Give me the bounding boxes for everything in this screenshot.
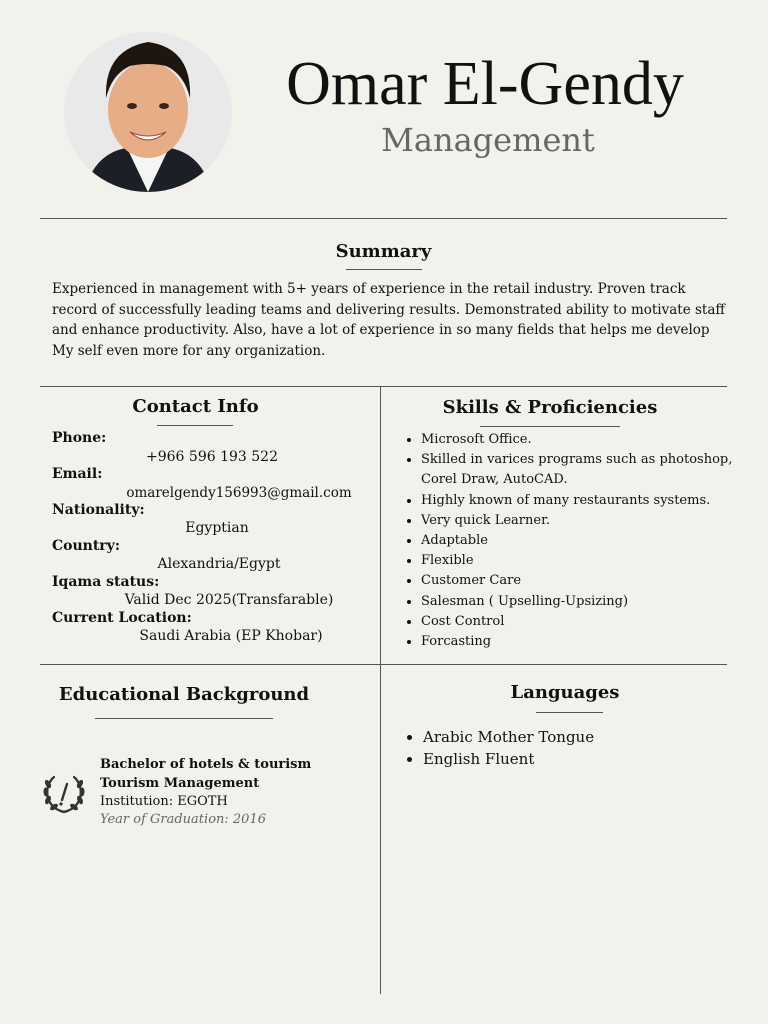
country-value: Alexandria/Egypt <box>157 556 281 572</box>
candidate-name: Omar El-Gendy <box>286 50 684 118</box>
list-item: • Adaptable <box>421 531 751 551</box>
contact-heading: Contact Info <box>132 396 259 417</box>
phone-value: +966 596 193 522 <box>146 449 278 465</box>
list-item: • Salesman ( Upselling-Upsizing) <box>421 592 751 612</box>
column-divider <box>380 386 381 994</box>
skills-heading: Skills & Proficiencies <box>442 397 658 418</box>
email-label: Email: <box>52 466 103 482</box>
languages-list <box>404 726 723 770</box>
skills-underline <box>480 426 620 427</box>
profile-photo <box>64 32 232 192</box>
list-item: • Customer Care <box>421 571 751 591</box>
education-degree: Bachelor of hotels & tourism <box>100 757 312 772</box>
list-item: • Forcasting <box>421 632 751 652</box>
education-underline <box>95 718 273 719</box>
summary-divider <box>40 386 727 387</box>
location-label: Current Location: <box>52 610 192 626</box>
nationality-value: Egyptian <box>185 520 249 536</box>
header-divider <box>40 218 727 219</box>
education-institution: Institution: EGOTH <box>100 794 228 809</box>
iqama-value: Valid Dec 2025(Transfarable) <box>124 592 334 608</box>
nationality-label: Nationality: <box>52 502 145 518</box>
candidate-title: Management <box>381 121 595 159</box>
summary-heading: Summary <box>335 241 432 262</box>
languages-heading: Languages <box>510 682 620 703</box>
list-item: • Skilled in varices programs such as photoshop, Corel Draw, AutoCAD. <box>421 450 751 490</box>
person-portrait-icon <box>64 32 232 192</box>
email-value: omarelgendy156993@gmail.com <box>126 485 352 501</box>
education-field: Tourism Management <box>100 776 260 791</box>
list-item: • Highly known of many restaurants systems. <box>421 491 751 511</box>
middle-divider <box>40 664 727 665</box>
summary-text: Experienced in management with 5+ years of experience in the retail industry. Proven track record of successfully leading teams and delivering results. Demonstrated ability to motivate staff and enhance productivity. Also, have a lot of experience in so many fields that helps me develop My self even more for any organization. <box>52 281 725 359</box>
laurel-wreath-icon <box>42 774 86 816</box>
contact-underline <box>157 425 233 426</box>
location-value: Saudi Arabia (EP Khobar) <box>139 628 323 644</box>
iqama-label: Iqama status: <box>52 574 160 590</box>
summary-underline <box>346 269 422 270</box>
list-item: • Cost Control <box>421 612 751 632</box>
education-heading: Educational Background <box>58 684 310 705</box>
list-item: • Very quick Learner. <box>421 511 751 531</box>
country-label: Country: <box>52 538 120 554</box>
list-item: • Microsoft Office. <box>421 430 751 450</box>
list-item: • English Fluent <box>423 748 723 770</box>
skills-list <box>402 430 751 652</box>
list-item: • Arabic Mother Tongue <box>423 726 723 748</box>
phone-label: Phone: <box>52 430 107 446</box>
languages-underline <box>536 712 603 713</box>
list-item: • Flexible <box>421 551 751 571</box>
education-graduation-year: Year of Graduation: 2016 <box>100 812 266 827</box>
